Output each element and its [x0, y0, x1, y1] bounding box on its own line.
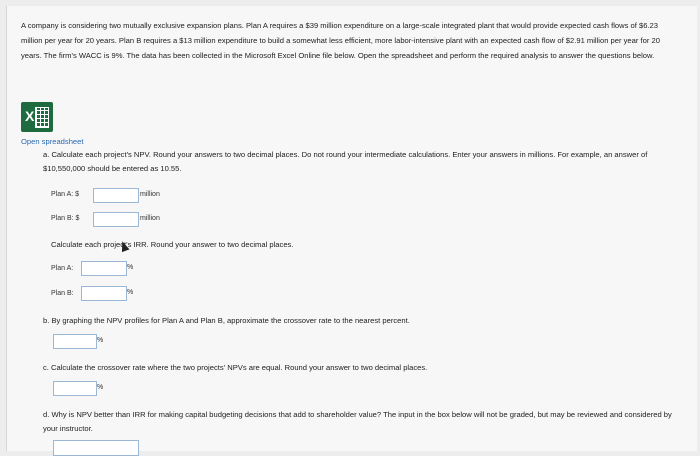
irr-plan-b-input[interactable] [81, 286, 127, 301]
question-c-text: c. Calculate the crossover rate where the two projects' NPVs are equal. Round your answer to two decimal places. [43, 363, 428, 372]
npv-plan-a-input[interactable] [93, 188, 139, 203]
assignment-page [6, 6, 697, 451]
npv-plan-a-unit: million [140, 191, 160, 198]
excel-icon[interactable] [21, 102, 53, 132]
question-d-text: d. Why is NPV better than IRR for making capital budgeting decisions that add to shareholder value? The input in the box below will not be graded, but may be reviewed and considered by your instructor. [43, 410, 672, 433]
npv-plan-b-input[interactable] [93, 212, 139, 227]
problem-intro: A company is considering two mutually exclusive expansion plans. Plan A requires a $39 million expenditure on a large-scale integrated plant that would provide expected cash flows of $6.23 million per year for 20 years. Plan B requires a $13 million expenditure to build a somewhat less efficient, more labor-intensive plant with an expected cash flow of $2.91 million per year for 20 years. The firm's WACC is 9%. The data has been collected in the Microsoft Excel Online file below. Open the spreadsheet and perform the required analysis to answer the questions below. [21, 21, 660, 60]
npv-plan-b-unit: million [140, 215, 160, 222]
crossover-exact-percent: % [97, 384, 104, 391]
irr-plan-b-label: Plan B: [51, 290, 74, 297]
irr-plan-a-percent: % [127, 264, 134, 271]
npv-plan-b-label: Plan B: $ [51, 215, 80, 222]
npv-vs-irr-answer-box[interactable] [53, 440, 139, 456]
npv-plan-a-label: Plan A: $ [51, 191, 80, 198]
excel-grid-glyph [35, 107, 49, 128]
crossover-exact-input[interactable] [53, 381, 97, 396]
crossover-approx-percent: % [97, 337, 104, 344]
question-b-text: b. By graphing the NPV profiles for Plan A and Plan B, approximate the crossover rate to the nearest percent. [43, 316, 410, 325]
crossover-approx-input[interactable] [53, 334, 97, 349]
irr-instruction: Calculate each project's IRR. Round your answer to two decimal places. [51, 240, 294, 249]
excel-x-glyph: X [25, 108, 35, 124]
open-spreadsheet-link[interactable]: Open spreadsheet [21, 137, 84, 146]
irr-plan-a-label: Plan A: [51, 265, 74, 272]
irr-plan-a-input[interactable] [81, 261, 127, 276]
question-a-text: a. Calculate each project's NPV. Round your answers to two decimal places. Do not round your intermediate calculations. Enter your answers in millions. For example, an answer of $10,550,000 should be entered as 10.55. [43, 150, 648, 173]
irr-plan-b-percent: % [127, 289, 134, 296]
